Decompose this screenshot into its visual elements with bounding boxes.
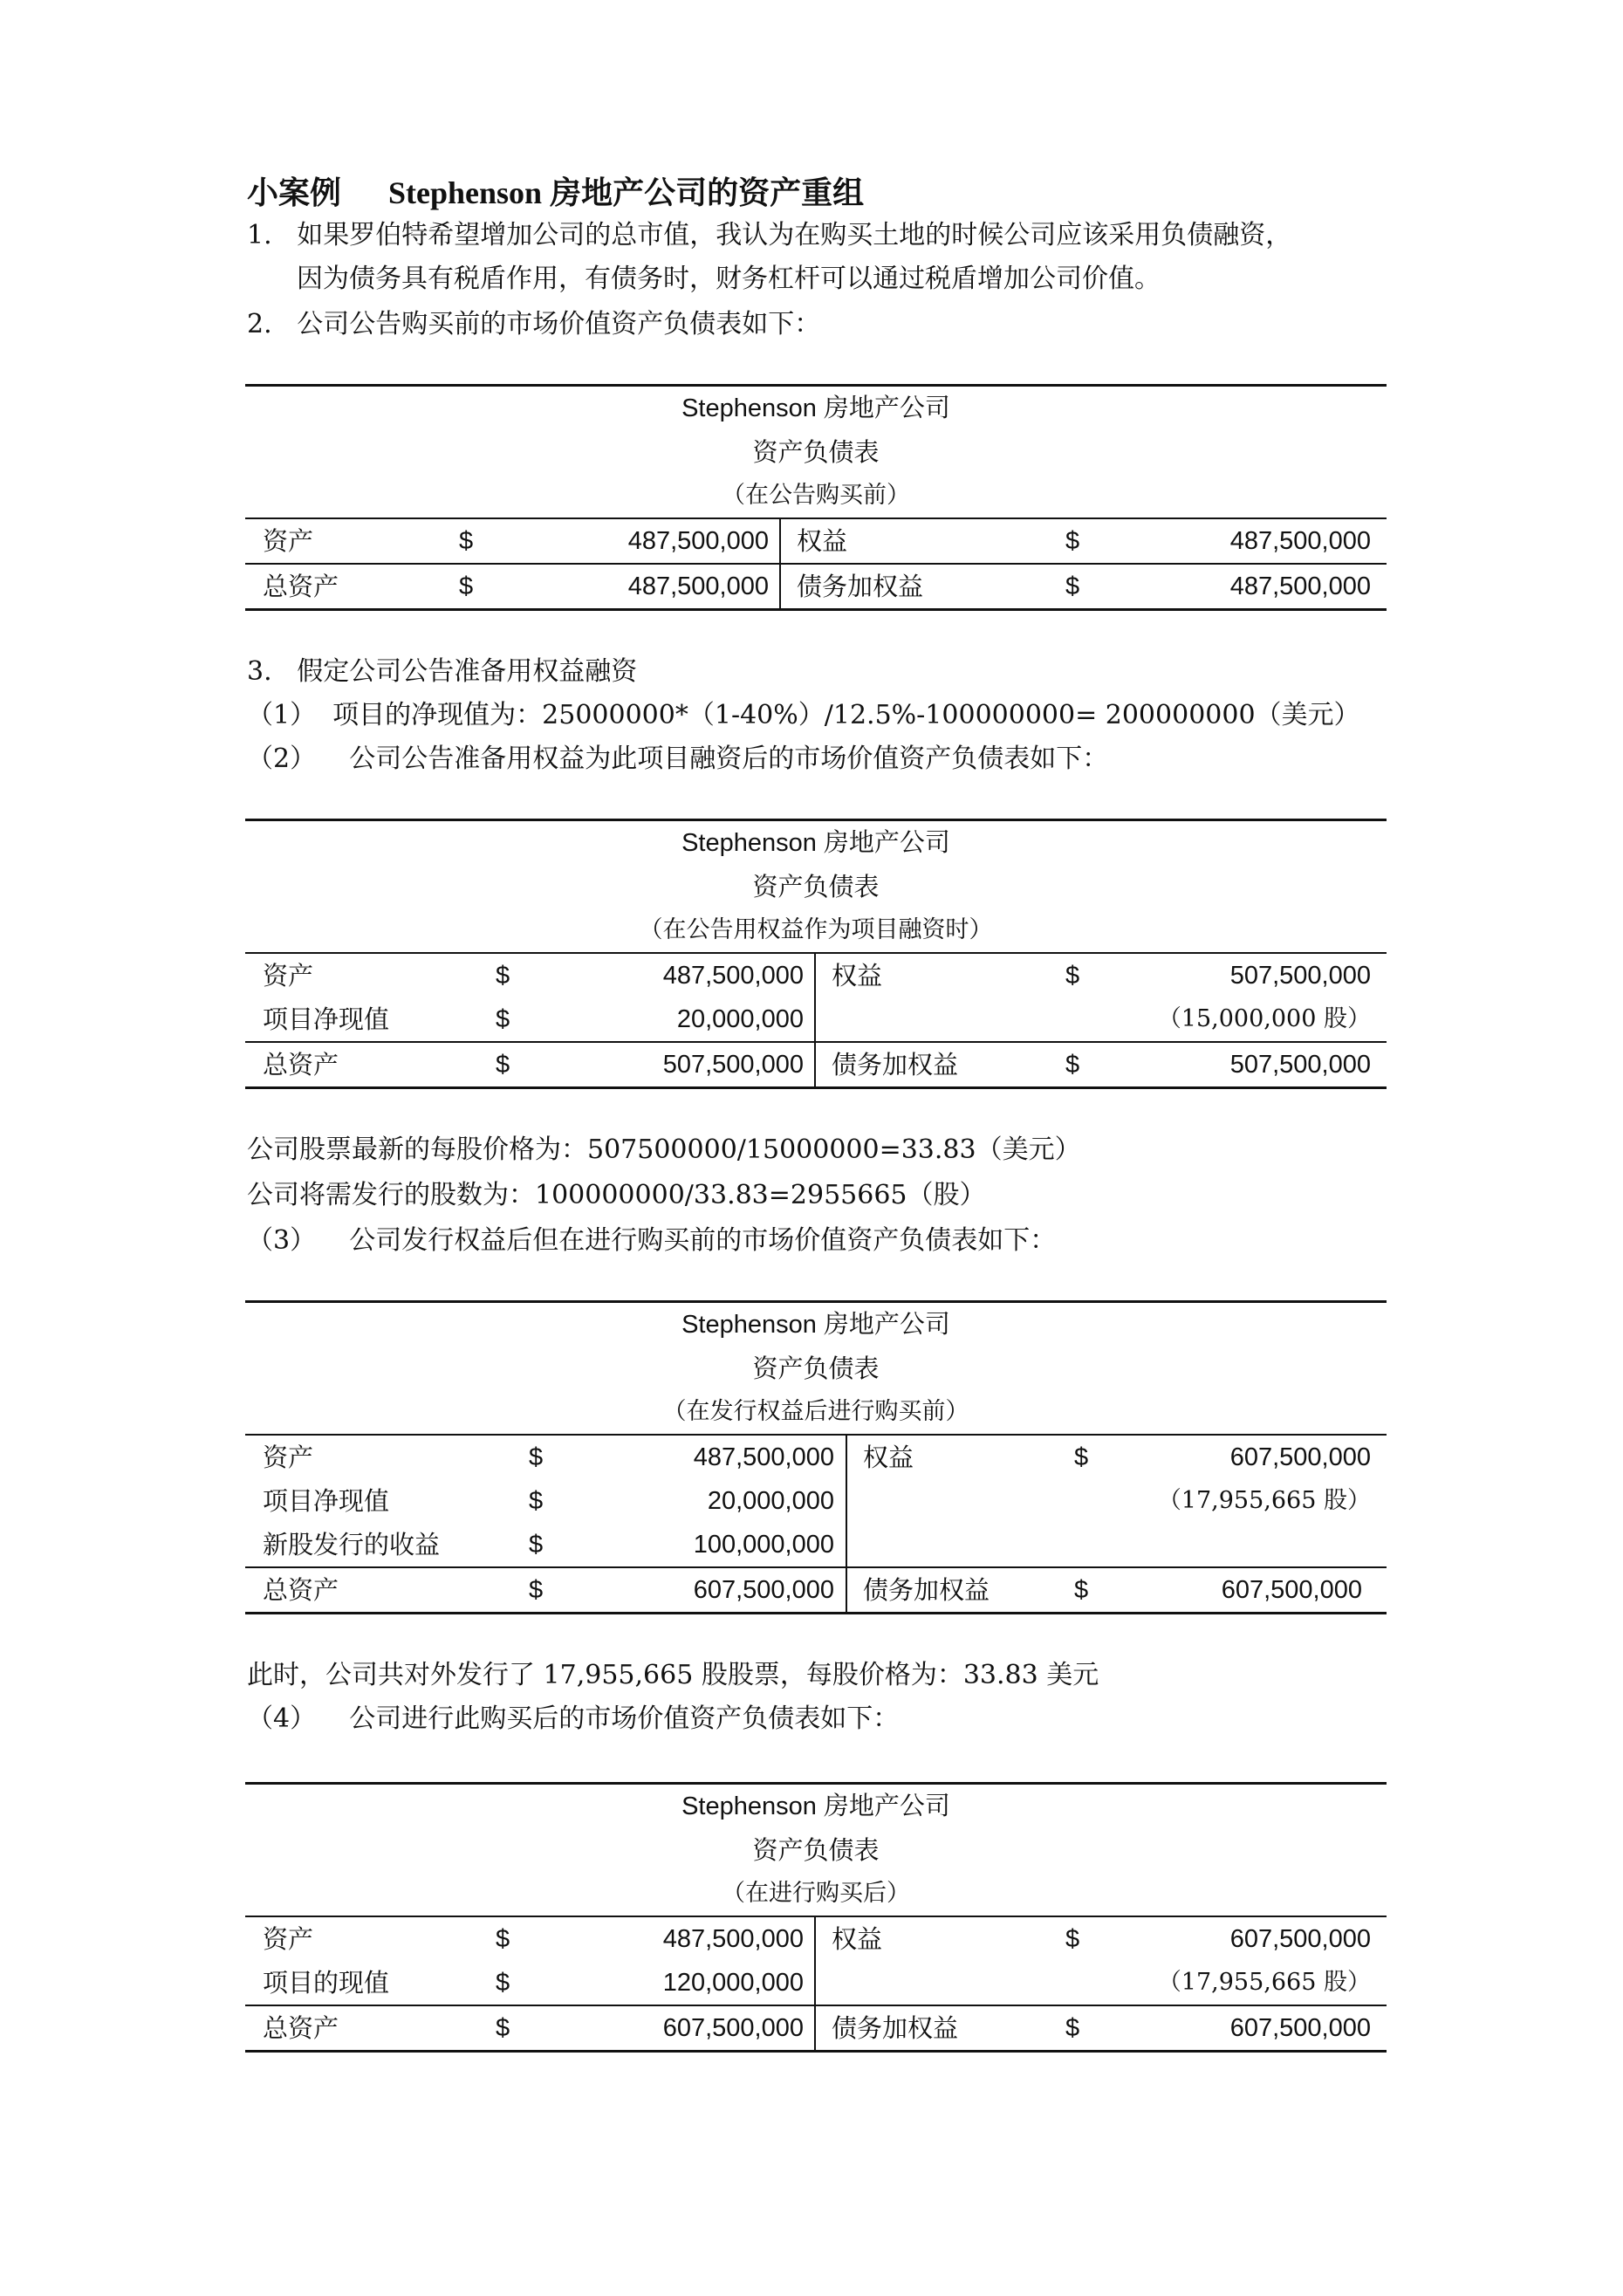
- assets-dollar: $: [496, 1925, 510, 1953]
- pv-label: 项目的现值: [263, 1968, 390, 1998]
- debt-equity-label: 债务加权益: [797, 572, 924, 601]
- total-assets-value: 507,500,000: [662, 1051, 804, 1079]
- column-divider: [779, 565, 781, 608]
- sheet-caption: （在进行购买后）: [722, 1880, 910, 1907]
- npv-row: [245, 997, 1387, 1041]
- answer-3-part-3: （3） 公司发行权益后但在进行购买前的市场价值资产负债表如下：: [247, 1225, 1057, 1256]
- assets-dollar: $: [459, 527, 474, 555]
- column-divider: [846, 1568, 847, 1612]
- equity-dollar: $: [1074, 1443, 1089, 1471]
- sheet-title: 资产负债表: [752, 1354, 880, 1383]
- assets-value: 487,500,000: [662, 962, 804, 990]
- answer-2-line: 2. 公司公告购买前的市场价值资产负债表如下：: [247, 309, 821, 339]
- sheet-caption: （在公告购买前）: [722, 482, 910, 509]
- debt-equity-dollar: $: [1065, 2014, 1080, 2042]
- answer-3-line: 3. 假定公司公告准备用权益融资: [247, 656, 638, 687]
- answer-3-part-4: （4） 公司进行此购买后的市场价值资产负债表如下：: [247, 1703, 900, 1734]
- equity-label: 权益: [832, 961, 883, 990]
- total-row: [245, 1041, 1387, 1086]
- debt-equity-label: 债务加权益: [863, 1575, 990, 1605]
- sheet-title: 资产负债表: [752, 437, 880, 467]
- assets-dollar: $: [496, 962, 510, 990]
- assets-label: 资产: [263, 961, 314, 990]
- column-divider: [814, 997, 816, 1041]
- assets-value: 487,500,000: [627, 527, 769, 555]
- total-assets-value: 607,500,000: [693, 1576, 834, 1604]
- answer-1-line-2: 因为债务具有税盾作用，有债务时，财务杠杆可以通过税盾增加公司价值。: [297, 264, 1161, 294]
- npv-dollar: $: [496, 1005, 510, 1033]
- company-name: Stephenson 房地产公司: [681, 1311, 950, 1339]
- pv-row: [245, 1961, 1387, 2005]
- debt-equity-label: 债务加权益: [832, 2013, 959, 2043]
- debt-equity-label: 债务加权益: [832, 1050, 959, 1079]
- column-divider: [779, 519, 781, 563]
- sheet-title: 资产负债表: [752, 1835, 880, 1865]
- debt-equity-dollar: $: [1074, 1576, 1089, 1604]
- total-assets-label: 总资产: [263, 572, 339, 601]
- npv-value: 20,000,000: [707, 1487, 834, 1515]
- proceeds-dollar: $: [529, 1531, 544, 1559]
- equity-value: 507,500,000: [1229, 962, 1371, 990]
- equity-value: 487,500,000: [1229, 527, 1371, 555]
- assets-value: 487,500,000: [662, 1925, 804, 1953]
- total-assets-label: 总资产: [263, 1575, 339, 1605]
- shares-outstanding: （17,955,665 股）: [1157, 1487, 1371, 1514]
- debt-equity-value: 607,500,000: [1221, 1576, 1362, 1604]
- total-assets-dollar: $: [496, 1051, 510, 1079]
- npv-row: [245, 1479, 1387, 1523]
- assets-label: 资产: [263, 1443, 314, 1472]
- assets-row: [245, 1916, 1387, 1961]
- column-divider: [814, 1043, 816, 1086]
- proceeds-row: [245, 1523, 1387, 1566]
- total-row: [245, 563, 1387, 608]
- column-divider: [814, 1961, 816, 2005]
- balance-sheet-before-announcement: [245, 384, 1387, 611]
- equity-value: 607,500,000: [1229, 1925, 1371, 1953]
- assets-value: 487,500,000: [693, 1443, 834, 1471]
- shares-outstanding: （17,955,665 股）: [1157, 1969, 1371, 1996]
- total-assets-dollar: $: [459, 572, 474, 600]
- company-name: Stephenson 房地产公司: [681, 1792, 950, 1820]
- shares-outstanding: （15,000,000 股）: [1157, 1005, 1371, 1032]
- balance-sheet-at-announcement: [245, 819, 1387, 1089]
- total-assets-value: 487,500,000: [627, 572, 769, 600]
- sheet-caption: （在公告用权益作为项目融资时）: [639, 916, 993, 943]
- assets-label: 资产: [263, 1924, 314, 1954]
- column-divider: [814, 2006, 816, 2050]
- shares-to-issue-line: 公司将需发行的股数为：100000000/33.83=2955665（股）: [247, 1180, 986, 1210]
- equity-dollar: $: [1065, 527, 1080, 555]
- balance-sheet-after-purchase: [245, 1782, 1387, 2053]
- npv-label: 项目净现值: [263, 1486, 390, 1516]
- summary-line: 此时，公司共对外发行了 17,955,665 股股票，每股价格为：33.83 美元: [247, 1660, 1099, 1690]
- total-assets-dollar: $: [529, 1576, 544, 1604]
- pv-value: 120,000,000: [662, 1969, 804, 1997]
- column-divider: [846, 1479, 847, 1523]
- equity-value: 607,500,000: [1229, 1443, 1371, 1471]
- answer-3-part-2: （2） 公司公告准备用权益为此项目融资后的市场价值资产负债表如下：: [247, 744, 1109, 774]
- proceeds-value: 100,000,000: [693, 1531, 834, 1559]
- total-assets-label: 总资产: [263, 1050, 339, 1079]
- assets-row: [245, 952, 1387, 997]
- assets-row: [245, 517, 1387, 563]
- column-divider: [814, 954, 816, 997]
- answer-1-line-1: 1. 如果罗伯特希望增加公司的总市值，我认为在购买土地的时候公司应该采用负债融资，: [247, 220, 1292, 250]
- equity-label: 权益: [832, 1924, 883, 1954]
- pv-dollar: $: [496, 1969, 510, 1997]
- npv-label: 项目净现值: [263, 1004, 390, 1034]
- debt-equity-value: 507,500,000: [1229, 1051, 1371, 1079]
- equity-label: 权益: [863, 1443, 914, 1472]
- sheet-caption: （在发行权益后进行购买前）: [662, 1398, 969, 1425]
- answer-3-part-1: （1） 项目的净现值为：25000000*（1-40%）/12.5%-100000000= 200000000（美元）: [247, 700, 1360, 730]
- company-name: Stephenson 房地产公司: [681, 829, 950, 857]
- column-divider: [814, 1917, 816, 1961]
- assets-row: [245, 1434, 1387, 1479]
- assets-dollar: $: [529, 1443, 544, 1471]
- assets-label: 资产: [263, 526, 314, 556]
- debt-equity-value: 607,500,000: [1229, 2014, 1371, 2042]
- npv-value: 20,000,000: [676, 1005, 804, 1033]
- equity-dollar: $: [1065, 1925, 1080, 1953]
- column-divider: [846, 1436, 847, 1479]
- sheet-title: 资产负债表: [752, 872, 880, 901]
- debt-equity-dollar: $: [1065, 1051, 1080, 1079]
- npv-dollar: $: [529, 1487, 544, 1515]
- page-title: 小案例 Stephenson 房地产公司的资产重组: [247, 175, 865, 210]
- column-divider: [846, 1523, 847, 1566]
- equity-label: 权益: [797, 526, 848, 556]
- total-row: [245, 1566, 1387, 1612]
- price-per-share-line: 公司股票最新的每股价格为：507500000/15000000=33.83（美元）: [247, 1134, 1081, 1165]
- debt-equity-dollar: $: [1065, 572, 1080, 600]
- total-assets-value: 607,500,000: [662, 2014, 804, 2042]
- company-name: Stephenson 房地产公司: [681, 394, 950, 422]
- balance-sheet-after-issue: [245, 1300, 1387, 1614]
- proceeds-label: 新股发行的收益: [263, 1530, 441, 1559]
- debt-equity-value: 487,500,000: [1229, 572, 1371, 600]
- equity-dollar: $: [1065, 962, 1080, 990]
- total-assets-label: 总资产: [263, 2013, 339, 2043]
- total-row: [245, 2005, 1387, 2050]
- total-assets-dollar: $: [496, 2014, 510, 2042]
